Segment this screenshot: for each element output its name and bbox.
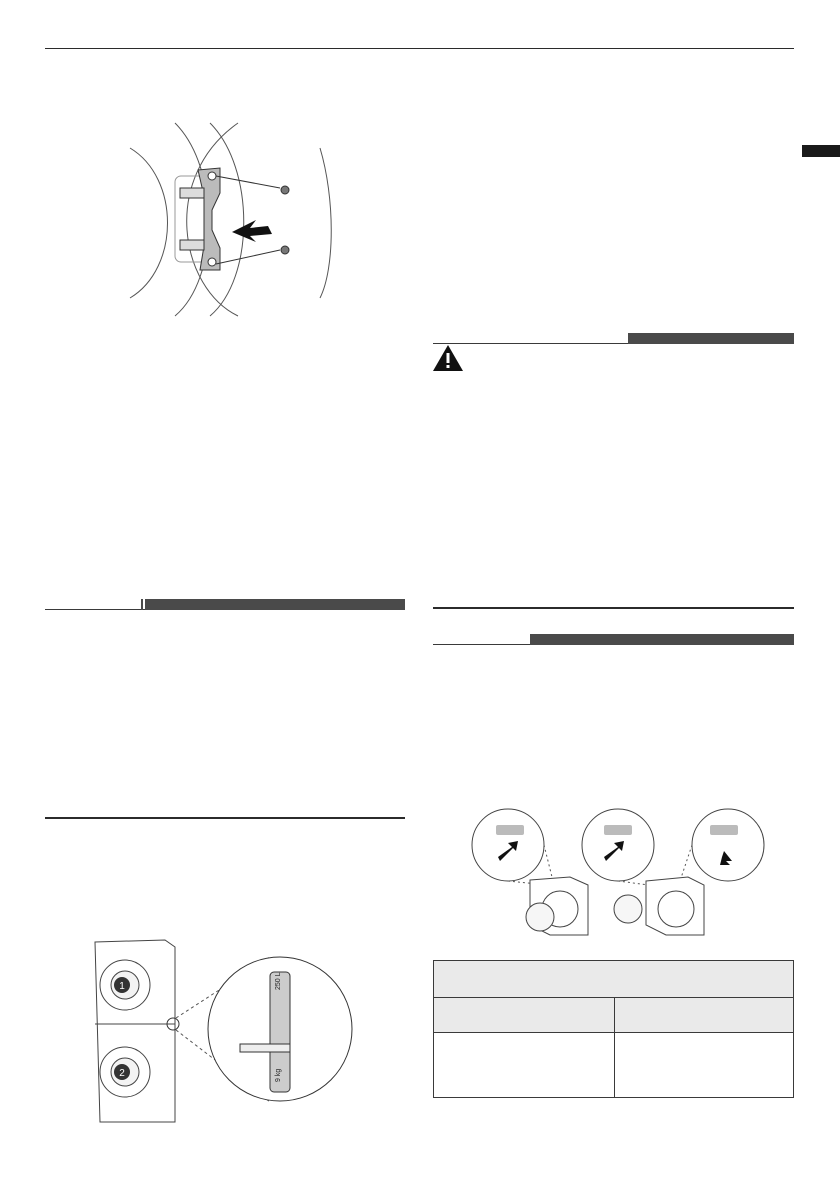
table-header <box>434 961 794 998</box>
table-cell <box>615 1033 794 1098</box>
arrow-icon <box>232 220 272 242</box>
warning-end-rule <box>433 607 794 609</box>
screw-icon <box>281 186 289 254</box>
warning-header-bar <box>433 333 794 344</box>
table-subheader <box>615 998 794 1033</box>
svg-text:1: 1 <box>119 981 125 992</box>
svg-text:2: 2 <box>119 1068 125 1079</box>
warning-triangle-icon <box>432 344 464 372</box>
header-rule <box>45 48 794 49</box>
table-cell <box>434 1033 615 1098</box>
hinge-bracket <box>180 168 220 270</box>
section-header-bar-2 <box>433 634 794 645</box>
section-header-bar <box>45 599 405 610</box>
spec-table <box>433 960 794 1098</box>
label-location-figure <box>468 805 768 940</box>
svg-text:9 kg: 9 kg <box>275 1068 282 1082</box>
stacking-figure <box>90 932 360 1127</box>
section-rule <box>45 817 405 819</box>
language-tab <box>802 145 840 157</box>
svg-text:250 L: 250 L <box>275 972 282 990</box>
door-hinge-figure <box>120 118 335 318</box>
table-subheader <box>434 998 615 1033</box>
